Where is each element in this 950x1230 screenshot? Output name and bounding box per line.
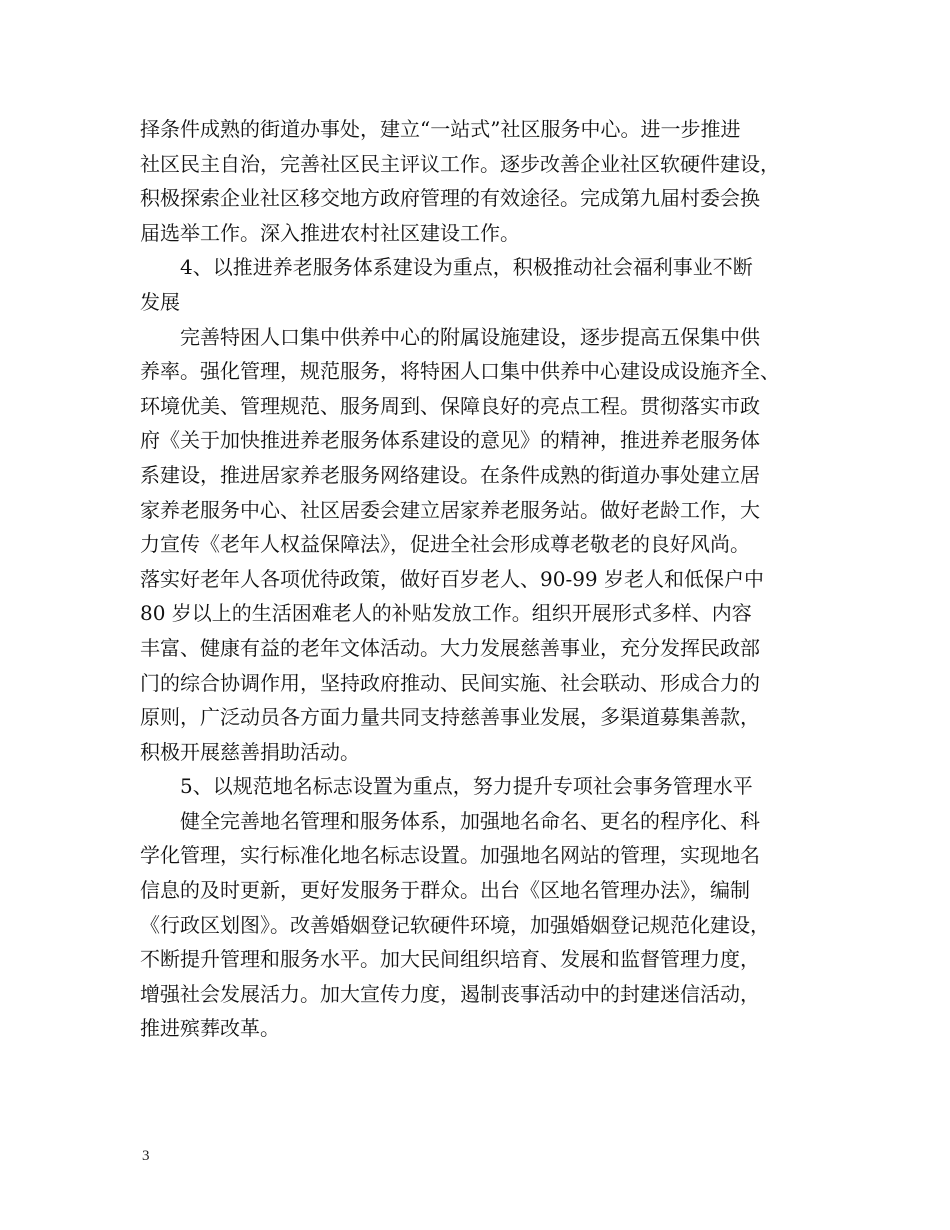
heading-elderly-care-section: 4、以推进养老服务体系建设为重点，积极推动社会福利事业不断 发展 [140, 255, 753, 314]
heading-place-names-section: 5、以规范地名标志设置为重点，努力提升专项社会事务管理水平 [140, 774, 753, 799]
page-number: 3 [142, 1148, 150, 1164]
paragraph-community-services: 择条件成熟的街道办事处，建立“一站式”社区服务中心。进一步推进 社区民主自治，完善社区民主评议工作。逐步改善企业社区软硬件建设， 积极探索企业社区移交地方政府管理的有效途径。完成第九届村委会换 届选举工作。深入推进农村社区建设工作。 [140, 117, 780, 245]
document-body [140, 112, 820, 1046]
paragraph-place-names: 健全完善地名管理和服务体系，加强地名命名、更名的程序化、科 学化管理，实行标准化地名标志设置。加强地名网站的管理，实现地名 信息的及时更新，更好发服务于群众。出台《区地名管理办法》，编制 《行政区划图》。改善婚姻登记软硬件环境，加强婚姻登记规范化建设， 不断提升管理和服务水平。加大民间组织培育、发展和监督管理力度， 增强社会发展活力。加大宣传力度，遏制丧事活动中的封建迷信活动， 推进殡葬改革。 [140, 808, 770, 1041]
paragraph-elderly-care: 完善特困人口集中供养中心的附属设施建设，逐步提高五保集中供 养率。强化管理，规范服务，将特困人口集中供养中心建设成设施齐全、 环境优美、管理规范、服务周到、保障良好的亮点工程。贯彻落实市政 府《关于加快推进养老服务体系建设的意见》的精神，推进养老服务体 系建设，推进居家养老服务网络建设。在条件成熟的街道办事处建立居 家养老服务中心、社区居委会建立居家养老服务站。做好老龄工作，大 力宣传《老年人权益保障法》，促进全社会形成尊老敬老的良好风尚。 落实好老年人各项优待政策，做好百岁老人、90-99 岁老人和低保户中 80 岁以上的生活困难老人的补贴发放工作。组织开展形式多样、内容 丰富、健康有益的老年文体活动。大力发展慈善事业，充分发挥民政部 门的综合协调作用，坚持政府推动、民间实施、社会联动、形成合力的 原则，广泛动员各方面力量共同支持慈善事业发展，多渠道募集善款， 积极开展慈善捐助活动。 [140, 324, 780, 764]
